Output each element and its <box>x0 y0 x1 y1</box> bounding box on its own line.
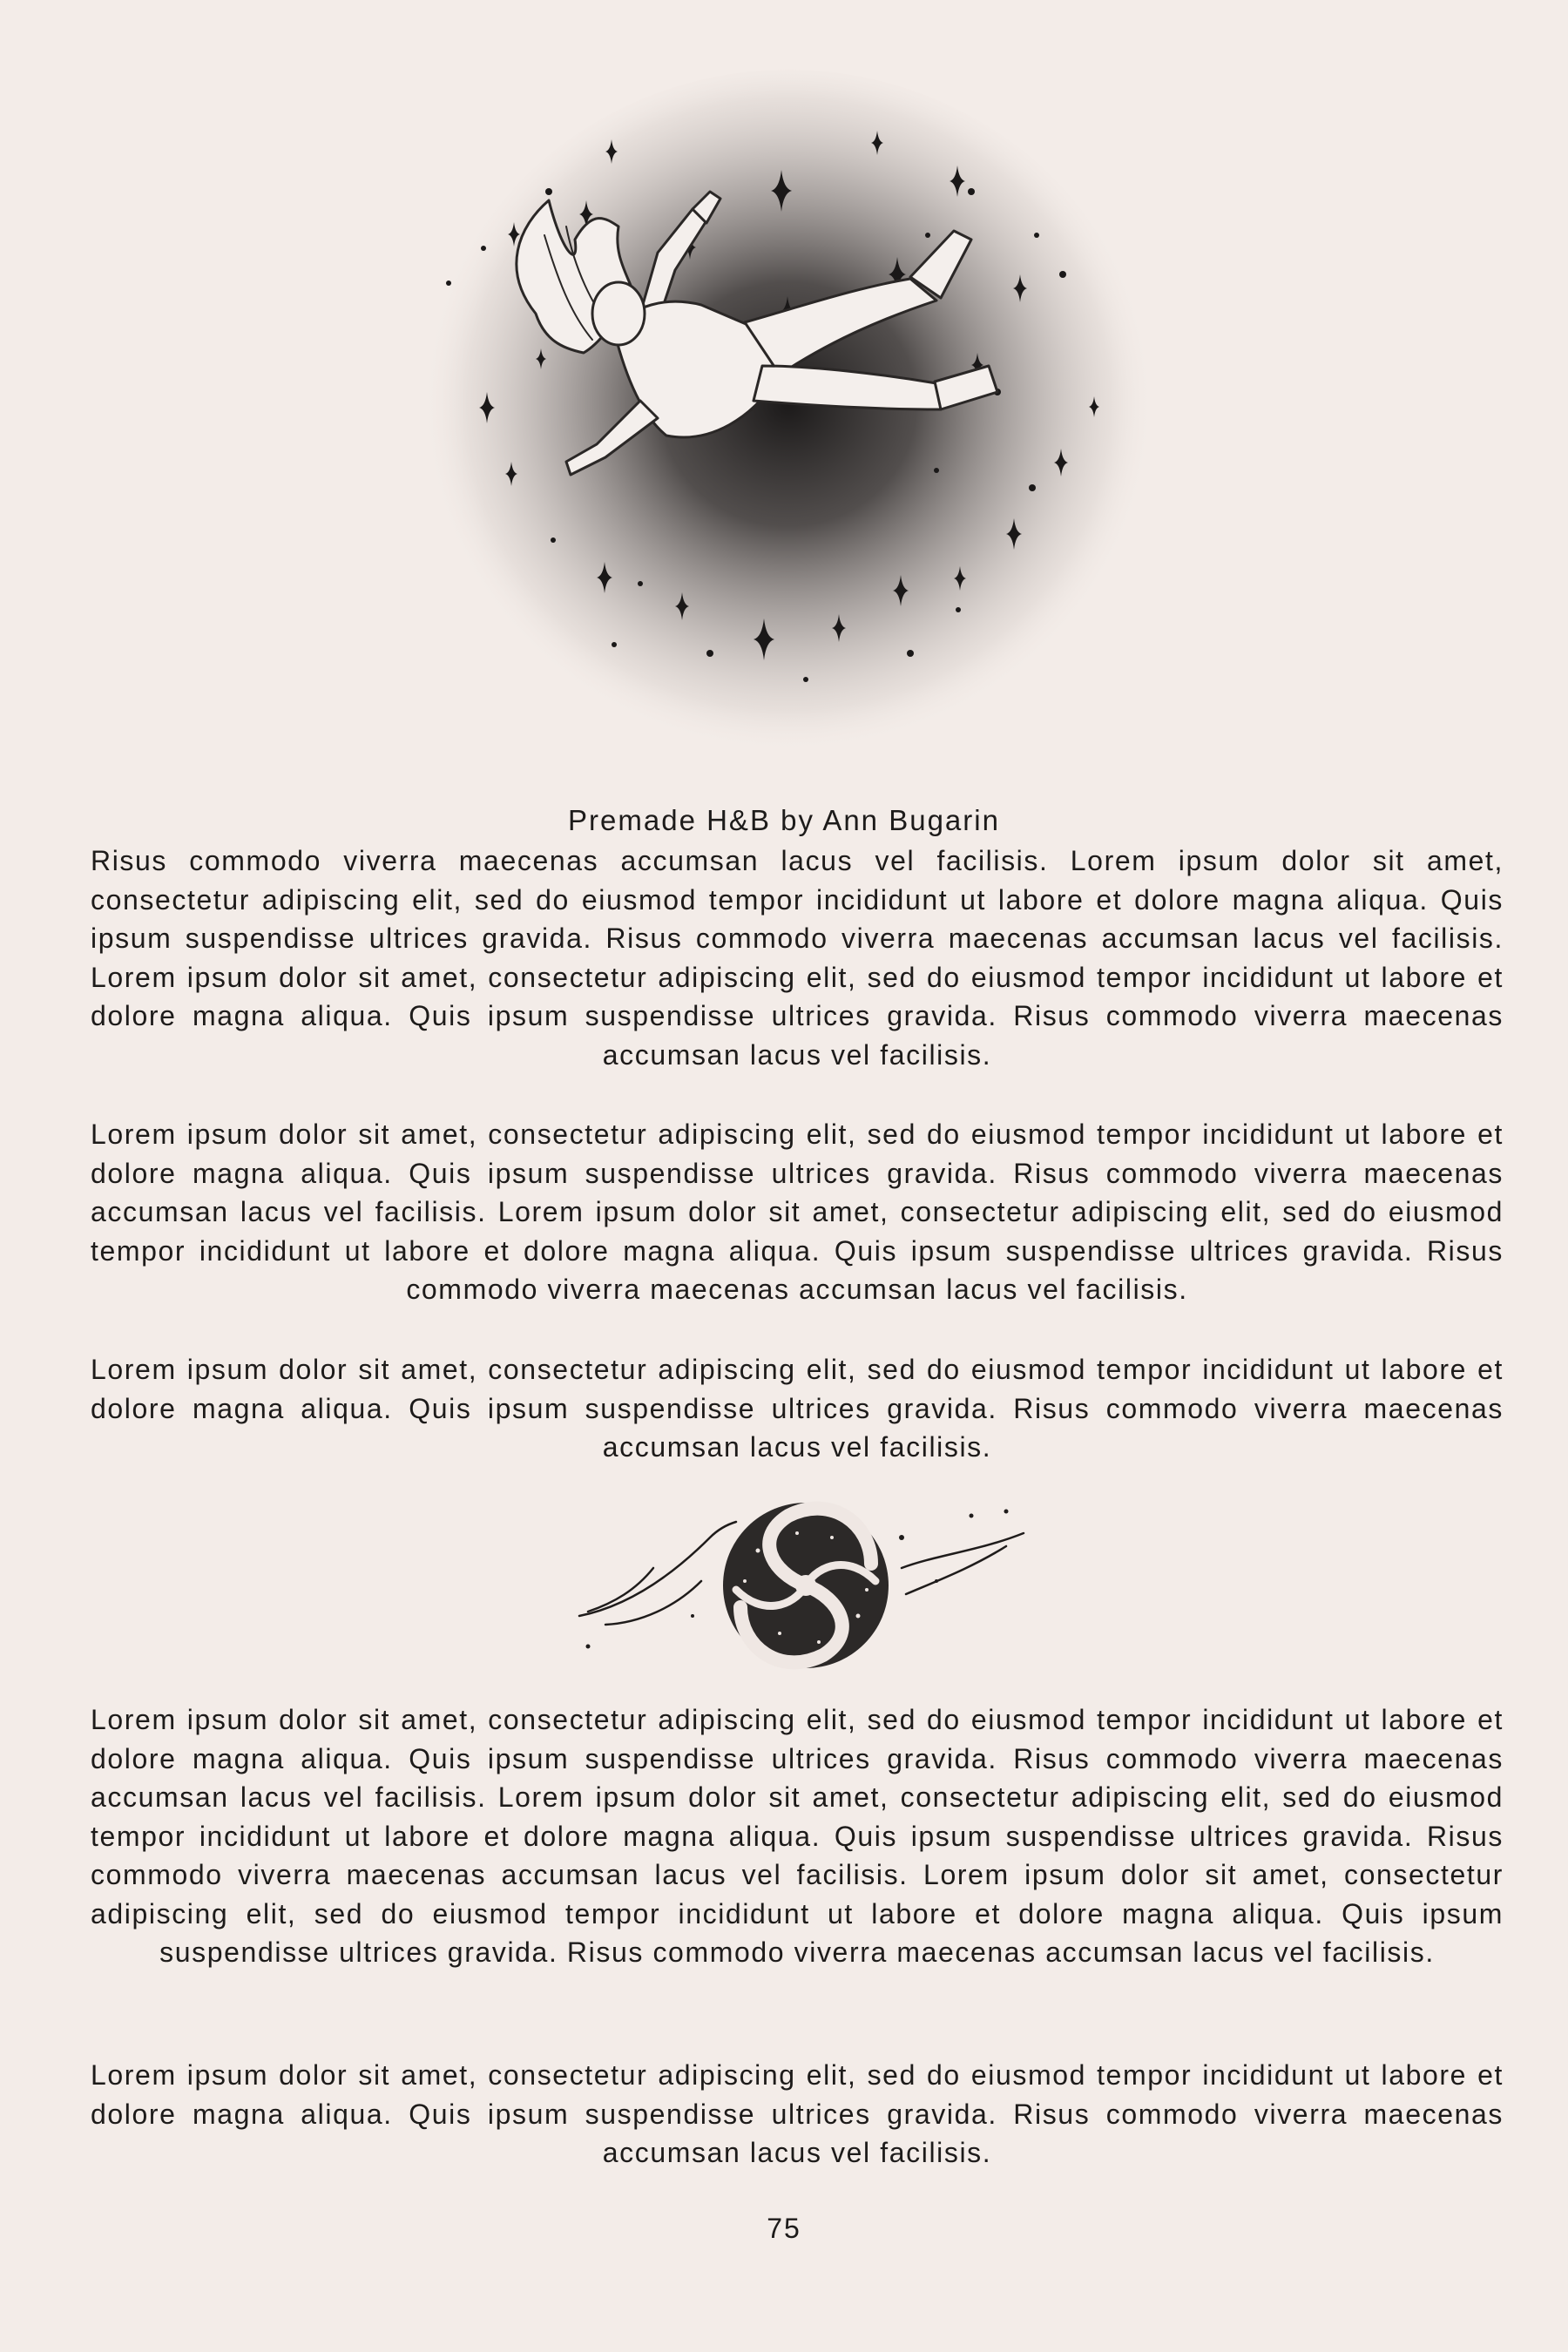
body-paragraph-2: Lorem ipsum dolor sit amet, consectetur adipiscing elit, sed do eiusmod tempor incididunt ut labore et dolore magna aliqua. Quis ipsum suspendisse ultrices gravida. Risus commodo viverra maecenas accumsan lacus vel facilisis. Lorem ipsum dolor sit amet, consectetur adipiscing elit, sed do eiusmod tempor incididunt ut labore et dolore magna aliqua. Quis ipsum suspendisse ultrices gravida. Risus commodo viverra maecenas accumsan lacus vel facilisis. <box>91 1119 1504 1305</box>
body-paragraph-3: Lorem ipsum dolor sit amet, consectetur adipiscing elit, sed do eiusmod tempor incididunt ut labore et dolore magna aliqua. Quis ipsum suspendisse ultrices gravida. Risus commodo viverra maecenas accumsan lacus vel facilisis. <box>91 1354 1504 1463</box>
right-swoosh <box>902 1533 1024 1568</box>
floating-figure-illustration <box>396 52 1180 767</box>
left-swoosh <box>579 1522 736 1616</box>
spiral-galaxy-divider <box>571 1485 1032 1677</box>
page-number: 75 <box>767 2213 801 2244</box>
galaxy-core <box>723 1503 889 1668</box>
starry-haze <box>422 70 1154 767</box>
body-paragraph-1: Risus commodo viverra maecenas accumsan lacus vel facilisis. Lorem ipsum dolor sit amet, consectetur adipiscing elit, sed do eiusmod tempor incididunt ut labore et dolore magna aliqua. Quis ipsum suspendisse ultrices gravida. Risus commodo viverra maecenas accumsan lacus vel facilisis. Lorem ipsum dolor sit amet, consectetur adipiscing elit, sed do eiusmod tempor incididunt ut labore et dolore magna aliqua. Quis ipsum suspendisse ultrices gravida. Risus commodo viverra maecenas accumsan lacus vel facilisis. <box>91 845 1504 1071</box>
illustration-caption: Premade H&B by Ann Bugarin <box>568 804 1000 836</box>
head <box>592 282 645 345</box>
body-paragraph-5: Lorem ipsum dolor sit amet, consectetur adipiscing elit, sed do eiusmod tempor incididunt ut labore et dolore magna aliqua. Quis ipsum suspendisse ultrices gravida. Risus commodo viverra maecenas accumsan lacus vel facilisis. <box>91 2059 1504 2168</box>
body-paragraph-4: Lorem ipsum dolor sit amet, consectetur adipiscing elit, sed do eiusmod tempor incididunt ut labore et dolore magna aliqua. Quis ipsum suspendisse ultrices gravida. Risus commodo viverra maecenas accumsan lacus vel facilisis. Lorem ipsum dolor sit amet, consectetur adipiscing elit, sed do eiusmod tempor incididunt ut labore et dolore magna aliqua. Quis ipsum suspendisse ultrices gravida. Risus commodo viverra maecenas accumsan lacus vel facilisis. Lorem ipsum dolor sit amet, consectetur adipiscing elit, sed do eiusmod tempor incididunt ut labore et dolore magna aliqua. Quis ipsum suspendisse ultrices gravida. Risus commodo viverra maecenas accumsan lacus vel facilisis. <box>91 1704 1504 1968</box>
